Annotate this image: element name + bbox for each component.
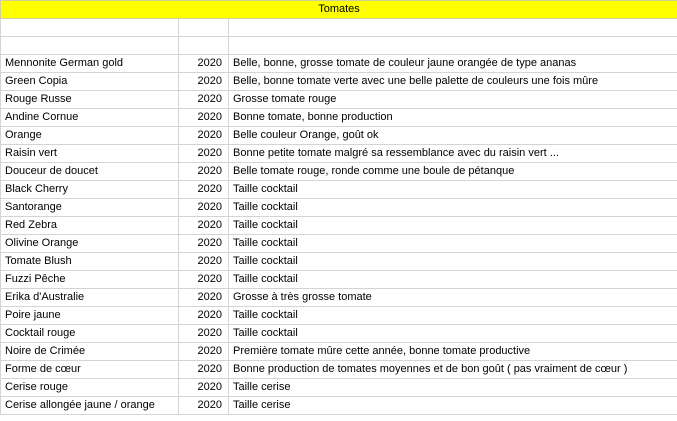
empty-cell[interactable] — [229, 19, 677, 37]
variety-cell[interactable]: Noire de Crimée — [1, 343, 179, 361]
table-row — [1, 199, 677, 217]
empty-cell[interactable] — [179, 19, 229, 37]
note-cell[interactable]: Taille cocktail — [229, 199, 677, 217]
empty-cell[interactable] — [179, 37, 229, 55]
note-cell[interactable]: Taille cerise — [229, 379, 677, 397]
empty-cell[interactable] — [1, 37, 179, 55]
year-cell[interactable]: 2020 — [179, 379, 229, 397]
title-row — [1, 1, 677, 19]
empty-row — [1, 37, 677, 55]
year-cell[interactable]: 2020 — [179, 145, 229, 163]
variety-cell[interactable]: Andine Cornue — [1, 109, 179, 127]
year-cell[interactable]: 2020 — [179, 127, 229, 145]
year-cell[interactable]: 2020 — [179, 325, 229, 343]
year-cell[interactable]: 2020 — [179, 253, 229, 271]
table-row — [1, 217, 677, 235]
note-cell[interactable]: Première tomate mûre cette année, bonne tomate productive — [229, 343, 677, 361]
note-cell[interactable]: Belle tomate rouge, ronde comme une boule de pétanque — [229, 163, 677, 181]
year-cell[interactable]: 2020 — [179, 235, 229, 253]
year-cell[interactable]: 2020 — [179, 271, 229, 289]
table-row — [1, 307, 677, 325]
year-cell[interactable]: 2020 — [179, 307, 229, 325]
table-row — [1, 361, 677, 379]
variety-cell[interactable]: Santorange — [1, 199, 179, 217]
variety-cell[interactable]: Fuzzi Pêche — [1, 271, 179, 289]
variety-cell[interactable]: Orange — [1, 127, 179, 145]
note-cell[interactable]: Taille cocktail — [229, 271, 677, 289]
variety-cell[interactable]: Rouge Russe — [1, 91, 179, 109]
variety-cell[interactable]: Cocktail rouge — [1, 325, 179, 343]
table-row — [1, 253, 677, 271]
note-cell[interactable]: Taille cocktail — [229, 235, 677, 253]
table-row — [1, 163, 677, 181]
table-row — [1, 235, 677, 253]
empty-cell[interactable] — [229, 37, 677, 55]
variety-cell[interactable]: Black Cherry — [1, 181, 179, 199]
variety-cell[interactable]: Mennonite German gold — [1, 55, 179, 73]
variety-cell[interactable]: Raisin vert — [1, 145, 179, 163]
table-row — [1, 109, 677, 127]
table-row — [1, 325, 677, 343]
variety-cell[interactable]: Green Copia — [1, 73, 179, 91]
variety-cell[interactable]: Olivine Orange — [1, 235, 179, 253]
table-row — [1, 145, 677, 163]
year-cell[interactable]: 2020 — [179, 217, 229, 235]
note-cell[interactable]: Belle, bonne tomate verte avec une belle palette de couleurs une fois mûre — [229, 73, 677, 91]
variety-cell[interactable]: Poire jaune — [1, 307, 179, 325]
variety-cell[interactable]: Red Zebra — [1, 217, 179, 235]
table-row — [1, 271, 677, 289]
note-cell[interactable]: Grosse tomate rouge — [229, 91, 677, 109]
note-cell[interactable]: Taille cocktail — [229, 307, 677, 325]
year-cell[interactable]: 2020 — [179, 289, 229, 307]
note-cell[interactable]: Bonne petite tomate malgré sa ressemblance avec du raisin vert ... — [229, 145, 677, 163]
table-row — [1, 181, 677, 199]
variety-cell[interactable]: Douceur de doucet — [1, 163, 179, 181]
table-row — [1, 73, 677, 91]
note-cell[interactable]: Taille cocktail — [229, 253, 677, 271]
variety-cell[interactable]: Cerise rouge — [1, 379, 179, 397]
note-cell[interactable]: Taille cocktail — [229, 217, 677, 235]
title-cell[interactable]: Tomates — [1, 1, 677, 19]
table-row — [1, 127, 677, 145]
year-cell[interactable]: 2020 — [179, 55, 229, 73]
year-cell[interactable]: 2020 — [179, 361, 229, 379]
variety-cell[interactable]: Tomate Blush — [1, 253, 179, 271]
note-cell[interactable]: Bonne production de tomates moyennes et de bon goût ( pas vraiment de cœur ) — [229, 361, 677, 379]
year-cell[interactable]: 2020 — [179, 73, 229, 91]
year-cell[interactable]: 2020 — [179, 343, 229, 361]
year-cell[interactable]: 2020 — [179, 199, 229, 217]
note-cell[interactable]: Taille cocktail — [229, 325, 677, 343]
variety-cell[interactable]: Cerise allongée jaune / orange — [1, 397, 179, 415]
year-cell[interactable]: 2020 — [179, 163, 229, 181]
table-row — [1, 379, 677, 397]
table-row — [1, 91, 677, 109]
note-cell[interactable]: Belle couleur Orange, goût ok — [229, 127, 677, 145]
note-cell[interactable]: Bonne tomate, bonne production — [229, 109, 677, 127]
note-cell[interactable]: Taille cerise — [229, 397, 677, 415]
year-cell[interactable]: 2020 — [179, 181, 229, 199]
table-row — [1, 397, 677, 415]
table-row — [1, 289, 677, 307]
table-row — [1, 55, 677, 73]
empty-row — [1, 19, 677, 37]
note-cell[interactable]: Belle, bonne, grosse tomate de couleur jaune orangée de type ananas — [229, 55, 677, 73]
year-cell[interactable]: 2020 — [179, 91, 229, 109]
year-cell[interactable]: 2020 — [179, 397, 229, 415]
note-cell[interactable]: Taille cocktail — [229, 181, 677, 199]
variety-cell[interactable]: Forme de cœur — [1, 361, 179, 379]
table-row — [1, 343, 677, 361]
note-cell[interactable]: Grosse à très grosse tomate — [229, 289, 677, 307]
variety-cell[interactable]: Erika d'Australie — [1, 289, 179, 307]
year-cell[interactable]: 2020 — [179, 109, 229, 127]
empty-cell[interactable] — [1, 19, 179, 37]
